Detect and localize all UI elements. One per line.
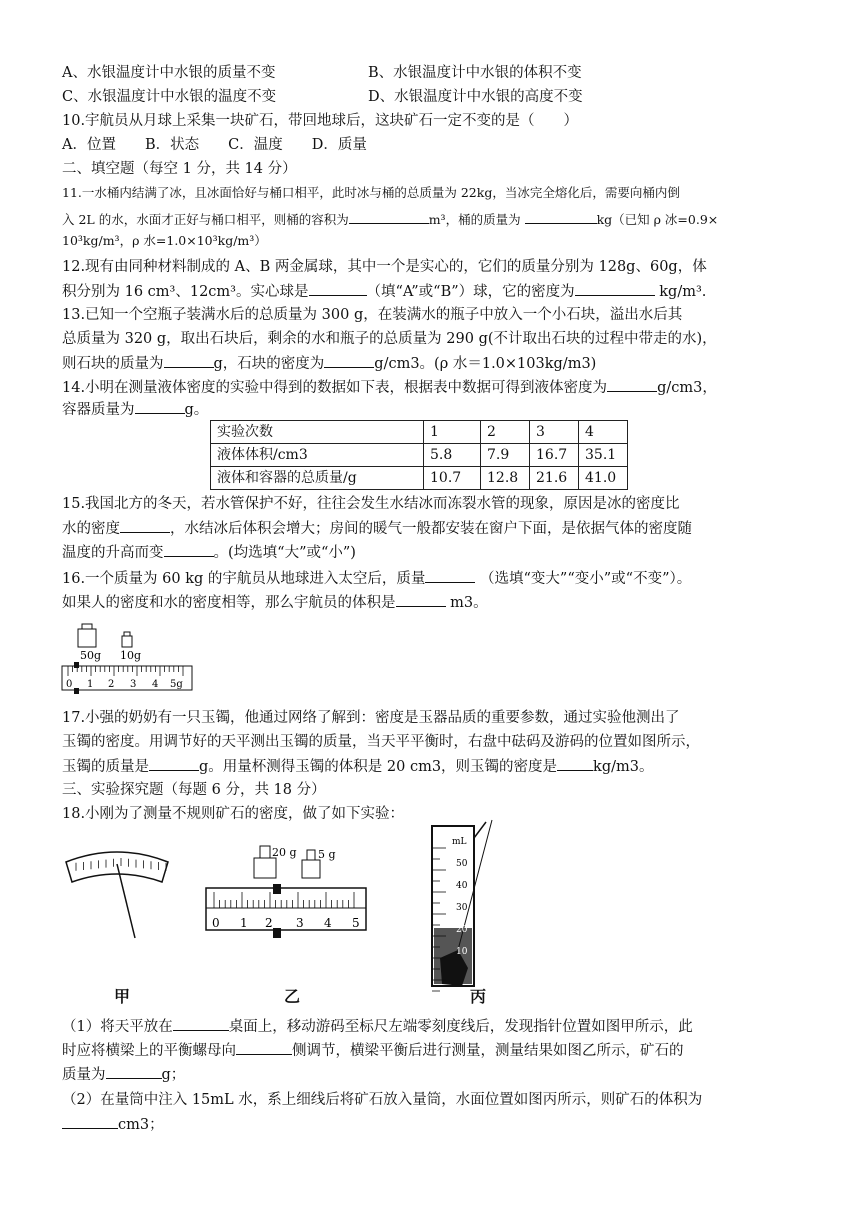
data-table	[210, 420, 628, 490]
dial-ticks	[76, 858, 166, 871]
table-cell: 10.7	[424, 467, 481, 490]
answer-blank[interactable]	[425, 568, 475, 583]
section-3-heading: 三、实验探究题（每题 6 分，共 18 分）	[62, 782, 326, 798]
question-16-text-d: m3。	[450, 595, 488, 611]
question-11-line2	[62, 209, 718, 230]
answer-blank[interactable]	[607, 377, 657, 392]
part-1-line3	[62, 1064, 185, 1085]
answer-blank[interactable]	[396, 592, 446, 607]
scale-label: 4	[152, 679, 159, 690]
section-2-heading: 二、填空题（每空 1 分，共 14 分）	[62, 161, 297, 177]
table-cell: 21.6	[530, 467, 579, 490]
measuring-cylinder-figure	[418, 818, 498, 998]
question-15-text-a: 水的密度	[62, 521, 120, 537]
question-18-intro: 18.小刚为了测量不规则矿石的密度，做了如下实验：	[62, 806, 405, 822]
question-11-line3: 10³kg/m³，ρ 水=1.0×10³kg/m³）	[62, 233, 267, 248]
question-11-text-a: 入 2L 的水，水面才正好与桶口相平，则桶的容积为	[62, 212, 349, 227]
table-cell: 12.8	[481, 467, 530, 490]
answer-blank[interactable]	[575, 281, 655, 296]
cylinder-label: 30	[456, 903, 468, 913]
question-15-text-d: 。(均选填“大”或“小”)	[213, 545, 356, 561]
rider-marker	[74, 662, 79, 668]
part-2-text: cm3；	[118, 1117, 164, 1133]
question-12-text-b: （填“A”或“B”）球，它的密度为	[366, 284, 575, 300]
figure-caption: 甲	[114, 987, 131, 1006]
option-d: D、水银温度计中水银的高度不变	[368, 89, 583, 105]
table-row	[211, 421, 628, 444]
question-10-options: A．位置 B．状态 C．温度 D．质量	[62, 137, 367, 153]
question-11-line1: 11.一水桶内结满了冰，且冰面恰好与桶口相平，此时冰与桶的总质量为 22kg，当冰完全熔化后，需要向桶内倒	[62, 185, 680, 200]
answer-blank[interactable]	[173, 1016, 229, 1031]
answer-blank[interactable]	[236, 1040, 292, 1055]
answer-blank[interactable]	[62, 1114, 118, 1129]
scale-label: 1	[240, 916, 248, 930]
question-15-line1: 15.我国北方的冬天，若水管保护不好，往往会发生水结冰而冻裂水管的现象，原因是冰的密度比	[62, 496, 680, 512]
table-cell: 3	[530, 421, 579, 444]
table-cell: 实验次数	[211, 421, 424, 444]
answer-blank[interactable]	[324, 353, 374, 368]
pointer-dial-figure	[62, 830, 182, 950]
weight-50g-icon	[78, 624, 96, 647]
scale-label: 2	[108, 679, 115, 690]
question-13-text-a: 则石块的质量为	[62, 356, 164, 372]
question-14-line2	[62, 399, 208, 420]
answer-blank[interactable]	[349, 209, 429, 224]
answer-blank[interactable]	[557, 756, 593, 771]
part-2-line2	[62, 1114, 164, 1135]
answer-blank[interactable]	[309, 281, 367, 296]
question-11-text-c: kg（已知 ρ 冰=0.9×	[596, 212, 719, 227]
question-14-text-c: 容器质量为	[62, 402, 135, 418]
cylinder-label: 20	[456, 925, 468, 935]
table-cell: 2	[481, 421, 530, 444]
rider-marker	[273, 884, 281, 894]
part-1-text-c: 时应将横梁上的平衡螺母向	[62, 1043, 236, 1059]
part-1-line1	[62, 1016, 693, 1037]
rider-marker	[273, 928, 281, 938]
table-cell: 液体和容器的总质量/g	[211, 467, 424, 490]
cylinder-label: mL	[452, 837, 467, 847]
question-15-text-c: 温度的升高而变	[62, 545, 164, 561]
rider-marker	[74, 688, 79, 694]
part-1-text-b: 桌面上，移动游码至标尺左端零刻度线后，发现指针位置如图甲所示，此	[228, 1019, 693, 1035]
question-12-text-c: kg/m³.	[659, 284, 707, 300]
weights-scale-figure	[200, 842, 375, 950]
scale-label: 5	[352, 916, 360, 930]
scale-label: 0	[66, 679, 73, 690]
table-cell: 液体体积/cm3	[211, 444, 424, 467]
option-b: B、水银温度计中水银的体积不变	[368, 65, 582, 81]
question-13-text-c: g/cm3。(ρ 水＝1.0×103kg/m3)	[374, 356, 597, 372]
answer-blank[interactable]	[149, 756, 199, 771]
question-16-text-c: 如果人的密度和水的密度相等，那么宇航员的体积是	[62, 595, 396, 611]
scale-label: 0	[212, 916, 220, 930]
table-cell: 41.0	[579, 467, 628, 490]
answer-blank[interactable]	[135, 399, 185, 414]
scale-label: 1	[87, 679, 94, 690]
question-17-text-c: kg/m3。	[593, 759, 654, 775]
part-1-line2	[62, 1040, 684, 1061]
question-14-text-b: g/cm3，	[657, 380, 717, 396]
option-a: A、水银温度计中水银的质量不变	[62, 65, 276, 81]
part-1-text-e: 质量为	[62, 1067, 106, 1083]
question-12-line2	[62, 281, 706, 302]
question-13-text-b: g，石块的密度为	[213, 356, 325, 372]
question-17-line1: 17.小强的奶奶有一只玉镯，他通过网络了解到：密度是玉器品质的重要参数，通过实验他测出了	[62, 710, 680, 726]
question-14-line1	[62, 377, 717, 398]
table-cell: 1	[424, 421, 481, 444]
question-16-line2	[62, 592, 488, 613]
table-row	[211, 444, 628, 467]
question-13-line2: 总质量为 320 g，取出石块后，剩余的水和瓶子的总质量为 290 g(不计取出石块的过程中带走的水)，	[62, 331, 717, 347]
weight-label: 50g	[80, 649, 102, 662]
scale-ticks	[68, 666, 183, 676]
question-11-text-b: m³，桶的质量为	[428, 212, 521, 227]
scale-label: 4	[324, 916, 332, 930]
question-16-text-a: 16.一个质量为 60 kg 的宇航员从地球进入太空后，质量	[62, 571, 426, 587]
question-10: 10.宇航员从月球上采集一块矿石，带回地球后，这块矿石一定不变的是（ ）	[62, 113, 579, 129]
part-1-text-d: 侧调节，横梁平衡后进行测量，测量结果如图乙所示，矿石的	[292, 1043, 684, 1059]
scale-label: 2	[265, 916, 273, 930]
answer-blank[interactable]	[164, 353, 214, 368]
answer-blank[interactable]	[525, 209, 597, 224]
question-15-line2	[62, 518, 692, 539]
question-17-text-a: 玉镯的质量是	[62, 759, 149, 775]
question-12-text-a: 积分别为 16 cm³、12cm³。实心球是	[62, 284, 309, 300]
question-17-line3	[62, 756, 653, 777]
table-cell: 35.1	[579, 444, 628, 467]
answer-blank[interactable]	[106, 1064, 162, 1079]
question-17-line2: 玉镯的密度。用调节好的天平测出玉镯的质量，当天平平衡时，右盘中砝码及游码的位置如图所示，	[62, 734, 700, 750]
balance-scale-figure	[60, 618, 200, 698]
table-cell: 16.7	[530, 444, 579, 467]
scale-ticks	[214, 892, 354, 908]
figure-caption: 乙	[284, 987, 301, 1006]
weight-label: 10g	[120, 649, 142, 662]
table-cell: 5.8	[424, 444, 481, 467]
answer-blank[interactable]	[164, 542, 214, 557]
question-13-line1: 13.已知一个空瓶子装满水后的总质量为 300 g，在装满水的瓶子中放入一个小石块，溢出水后其	[62, 307, 683, 323]
question-12-line1: 12.现有由同种材料制成的 A、B 两金属球，其中一个是实心的，它们的质量分别为 128g、60g，体	[62, 259, 707, 275]
part-1-text-a: （1）将天平放在	[62, 1019, 173, 1035]
figure-caption: 丙	[470, 987, 487, 1006]
question-14-text-d: g。	[184, 402, 209, 418]
weight-label: 20 g	[272, 846, 297, 859]
weight-label: 5 g	[318, 848, 336, 861]
question-14-text-a: 14.小明在测量液体密度的实验中得到的数据如下表，根据表中数据可得到液体密度为	[62, 380, 608, 396]
cylinder-label: 40	[456, 881, 468, 891]
table-cell: 4	[579, 421, 628, 444]
question-16-line1	[62, 568, 691, 589]
question-15-text-b: ，水结冰后体积会增大；房间的暖气一般都安装在窗户下面，是依据气体的密度随	[170, 521, 692, 537]
scale-label: 3	[296, 916, 304, 930]
option-c: C、水银温度计中水银的温度不变	[62, 89, 277, 105]
part-2-line1: （2）在量筒中注入 15mL 水，系上细线后将矿石放入量筒，水面位置如图丙所示，则矿石的体积为	[62, 1092, 703, 1108]
cylinder-label: 10	[456, 947, 468, 957]
scale-label: 3	[130, 679, 137, 690]
scale-ruler	[206, 888, 366, 930]
question-16-text-b: （选填“变大”“变小”或“不变”）。	[480, 571, 692, 587]
part-1-text-f: g；	[161, 1067, 186, 1083]
table-row	[211, 467, 628, 490]
question-13-line3	[62, 353, 596, 374]
question-17-text-b: g。用量杯测得玉镯的体积是 20 cm3，则玉镯的密度是	[199, 759, 558, 775]
answer-blank[interactable]	[120, 518, 170, 533]
table-cell: 7.9	[481, 444, 530, 467]
cylinder-label: 50	[456, 859, 468, 869]
question-15-line3	[62, 542, 356, 563]
scale-label: 5g	[170, 679, 183, 690]
weight-10g-icon	[122, 632, 132, 647]
